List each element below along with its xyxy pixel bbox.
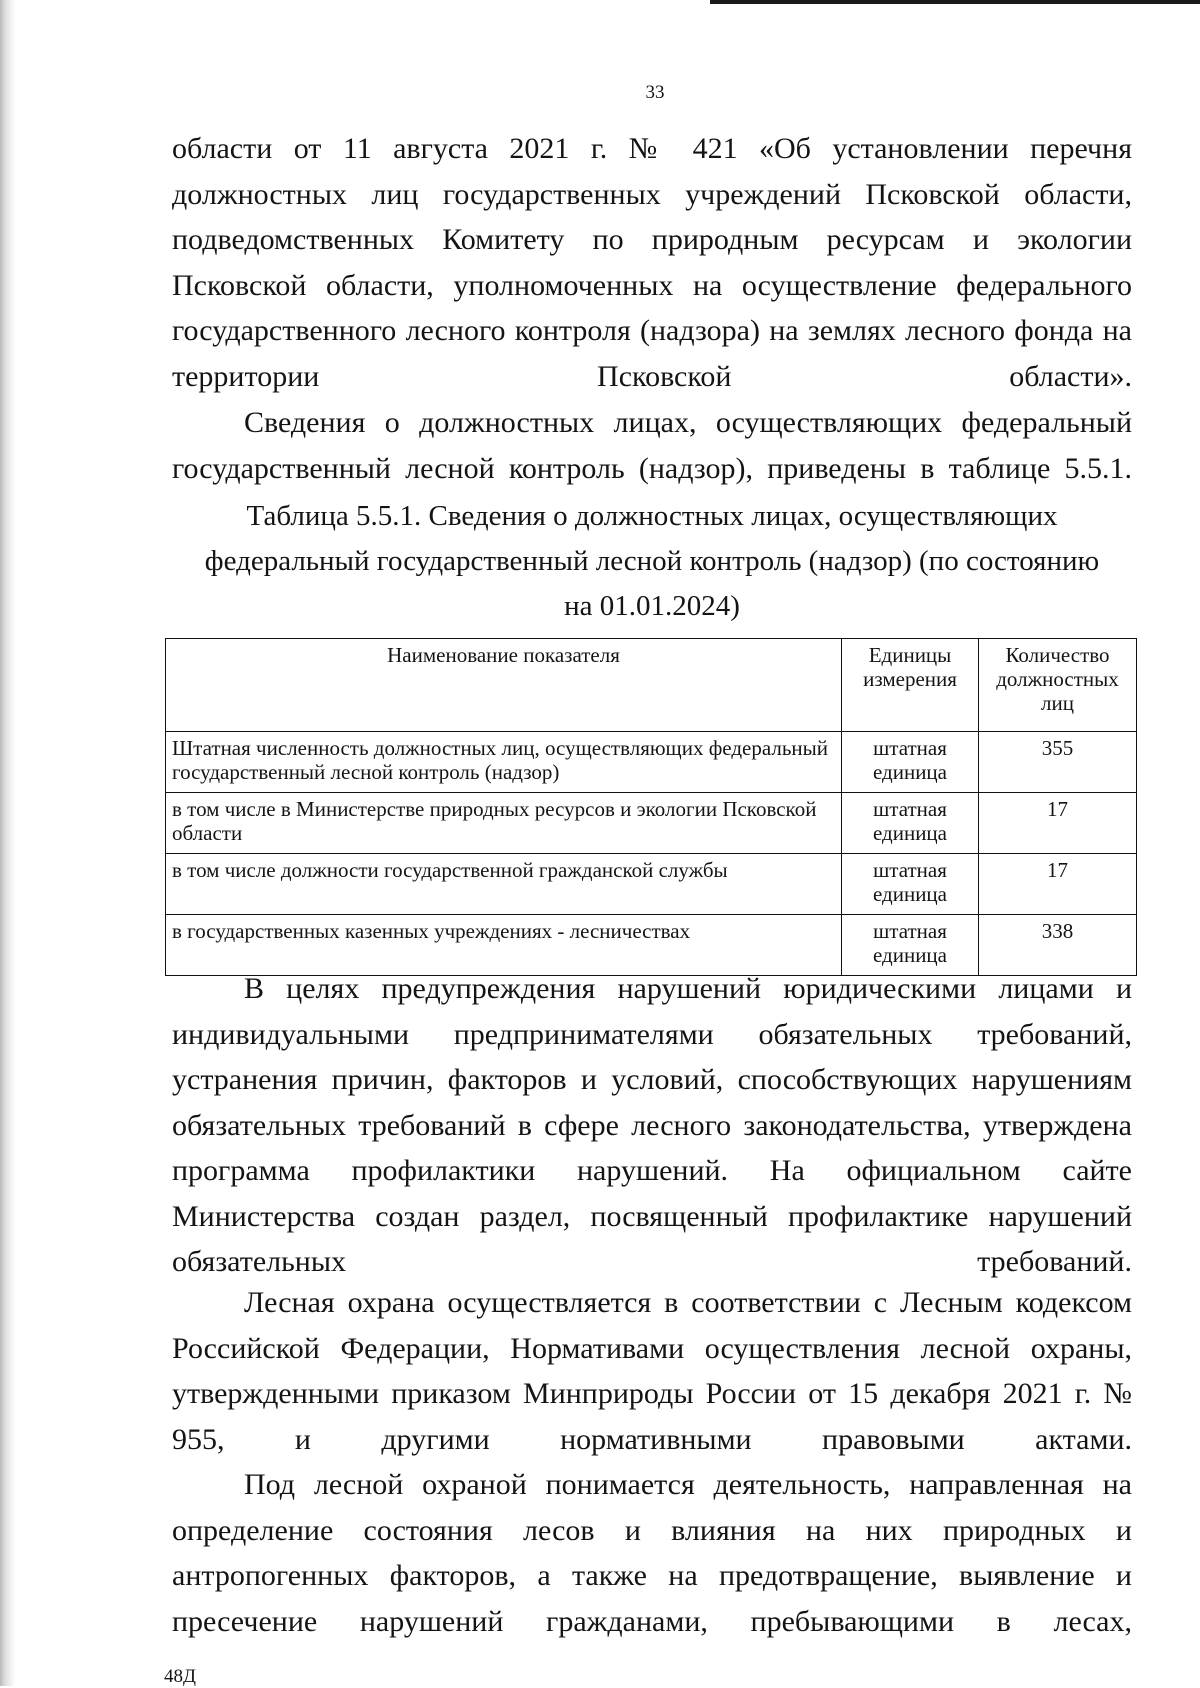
- header-unit: Единицы измерения: [842, 639, 979, 732]
- table-row: [166, 854, 1137, 915]
- page-number: 33: [645, 82, 665, 103]
- row-indicator: в том числе в Министерстве природных ресурсов и экологии Псковской области: [166, 793, 842, 854]
- header-indicator: Наименование показателя: [166, 639, 842, 732]
- row-quantity: 17: [979, 854, 1137, 915]
- row-indicator: в том числе должности государственной гражданской службы: [166, 854, 842, 915]
- row-quantity: 17: [979, 793, 1137, 854]
- paragraph-prevention: В целях предупреждения нарушений юридическими лицами и индивидуальными предпринимателями обязательных требований, устранения причин, факторов и условий, способствующих нарушениям обязательных требований в сфере лесного законодательства, утверждена программа профилактики нарушений. На официальном сайте Министерства создан раздел, посвященный профилактике нарушений обязательных требований.: [172, 972, 1132, 1278]
- header-quantity: Количество должностных лиц: [979, 639, 1137, 732]
- row-indicator: в государственных казенных учреждениях - лесничествах: [166, 915, 842, 976]
- row-unit: штатная единица: [842, 854, 979, 915]
- table-caption-line: на 01.01.2024): [564, 590, 740, 622]
- paragraph-table-intro: Сведения о должностных лицах, осуществляющих федеральный государственный лесной контроль (надзор), приведены в таблице 5.5.1.: [172, 406, 1132, 485]
- scan-edge-left: [0, 0, 16, 1686]
- table-caption-line: федеральный государственный лесной контроль (надзор) (по состоянию: [204, 545, 1100, 577]
- row-quantity: 338: [979, 915, 1137, 976]
- row-unit: штатная единица: [842, 793, 979, 854]
- table-row: [166, 732, 1137, 793]
- row-unit: штатная единица: [842, 732, 979, 793]
- paragraph-definition: Под лесной охраной понимается деятельность, направленная на определение состояния лесов и влияния на них природных и антропогенных факторов, а также на предотвращение, выявление и пресечение нарушений гражданами, пребывающими в лесах,: [172, 1468, 1132, 1638]
- scan-edge-top: [710, 0, 1200, 4]
- table-caption: [172, 494, 1132, 629]
- table-header-row: [166, 639, 1137, 732]
- row-indicator: Штатная численность должностных лиц, осуществляющих федеральный государственный лесной контроль (надзор): [166, 732, 842, 793]
- row-unit: штатная единица: [842, 915, 979, 976]
- paragraph-forest-protection: Лесная охрана осуществляется в соответствии с Лесным кодексом Российской Федерации, Нормативами осуществления лесной охраны, утвержденными приказом Минприроды России от 15 декабря 2021 г. № 955, и другими нормативными правовыми актами.: [172, 1286, 1132, 1456]
- officials-table: [165, 638, 1137, 976]
- table-row: [166, 793, 1137, 854]
- paragraph-order-reference: области от 11 августа 2021 г. № 421 «Об установлении перечня должностных лиц государственных учреждений Псковской области, подведомственных Комитету по природным ресурсам и экологии Псковской области, уполномоченных на осуществление федерального государственного лесного контроля (надзора) на землях лесного фонда на территории Псковской области».: [172, 132, 1132, 393]
- table-caption-line: Таблица 5.5.1. Сведения о должностных лицах, осуществляющих: [246, 500, 1058, 532]
- row-quantity: 355: [979, 732, 1137, 793]
- footer-code: 48Д: [164, 1666, 196, 1687]
